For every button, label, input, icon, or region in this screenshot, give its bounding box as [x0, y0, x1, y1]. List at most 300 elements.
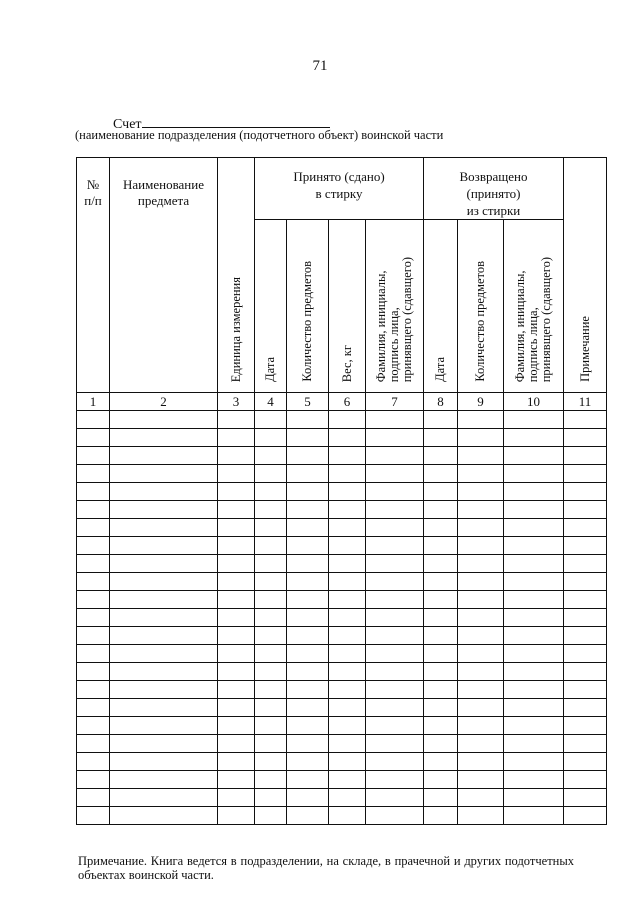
- table-cell: [110, 627, 218, 645]
- table-cell: [424, 663, 458, 681]
- table-cell: [77, 501, 110, 519]
- table-cell: [329, 699, 366, 717]
- table-cell: [564, 447, 607, 465]
- table-cell: [458, 681, 504, 699]
- table-cell: [424, 537, 458, 555]
- table-cell: [218, 573, 255, 591]
- table-cell: [110, 429, 218, 447]
- table-cell: [458, 411, 504, 429]
- footnote: Примечание. Книга ведется в подразделении, на складе, в прачечной и других подотчетных объектах воинской части.: [78, 854, 574, 882]
- table-cell: [564, 501, 607, 519]
- table-cell: [77, 699, 110, 717]
- table-cell: [424, 519, 458, 537]
- table-cell: [424, 645, 458, 663]
- table-cell: [255, 591, 287, 609]
- table-cell: [77, 609, 110, 627]
- table-cell: [287, 789, 329, 807]
- table-cell: [424, 717, 458, 735]
- table-cell: [218, 717, 255, 735]
- table-cell: [366, 645, 424, 663]
- table-cell: [255, 483, 287, 501]
- table-cell: [255, 609, 287, 627]
- column-number: 1: [77, 393, 110, 411]
- table-cell: [77, 411, 110, 429]
- table-cell: [504, 717, 564, 735]
- table-cell: [564, 807, 607, 825]
- table-cell: [366, 591, 424, 609]
- table-cell: [255, 555, 287, 573]
- table-cell: [504, 591, 564, 609]
- header-returned-quantity: Количество предметов: [458, 220, 504, 393]
- table-cell: [287, 447, 329, 465]
- table-cell: [218, 411, 255, 429]
- table-cell: [458, 465, 504, 483]
- table-cell: [110, 645, 218, 663]
- table-cell: [218, 465, 255, 483]
- table-cell: [366, 681, 424, 699]
- table-cell: [218, 771, 255, 789]
- table-cell: [110, 519, 218, 537]
- table-cell: [218, 447, 255, 465]
- table-cell: [77, 555, 110, 573]
- column-number: 5: [287, 393, 329, 411]
- table-cell: [424, 681, 458, 699]
- table-cell: [424, 735, 458, 753]
- table-cell: [366, 519, 424, 537]
- table-cell: [504, 501, 564, 519]
- table-cell: [366, 573, 424, 591]
- table-row: [77, 555, 607, 573]
- table-cell: [287, 483, 329, 501]
- table-cell: [564, 627, 607, 645]
- table-cell: [458, 555, 504, 573]
- table-cell: [287, 501, 329, 519]
- table-cell: [564, 609, 607, 627]
- table-cell: [287, 465, 329, 483]
- table-row: [77, 465, 607, 483]
- table-cell: [564, 663, 607, 681]
- table-cell: [424, 771, 458, 789]
- table-cell: [504, 789, 564, 807]
- table-cell: [255, 411, 287, 429]
- table-cell: [218, 555, 255, 573]
- table-cell: [504, 663, 564, 681]
- table-cell: [564, 537, 607, 555]
- table-cell: [255, 537, 287, 555]
- table-cell: [366, 555, 424, 573]
- table-cell: [329, 447, 366, 465]
- table-cell: [255, 447, 287, 465]
- column-number: 10: [504, 393, 564, 411]
- table-cell: [77, 663, 110, 681]
- table-row: [77, 519, 607, 537]
- table-row: [77, 789, 607, 807]
- column-number: 2: [110, 393, 218, 411]
- table-cell: [287, 735, 329, 753]
- table-cell: [424, 411, 458, 429]
- table-cell: [287, 537, 329, 555]
- header-returned-signature: Фамилия, инициалы, подпись лица, принявщего (сдавщего): [504, 220, 564, 393]
- table-cell: [564, 771, 607, 789]
- table-cell: [255, 627, 287, 645]
- table-row: [77, 591, 607, 609]
- column-number: 11: [564, 393, 607, 411]
- table-cell: [564, 735, 607, 753]
- table-cell: [110, 771, 218, 789]
- table-cell: [255, 681, 287, 699]
- table-cell: [255, 771, 287, 789]
- table-cell: [77, 771, 110, 789]
- table-cell: [504, 681, 564, 699]
- table-cell: [287, 717, 329, 735]
- table-cell: [458, 627, 504, 645]
- table-cell: [458, 501, 504, 519]
- table-cell: [77, 429, 110, 447]
- table-cell: [218, 537, 255, 555]
- table-cell: [564, 717, 607, 735]
- table-cell: [366, 411, 424, 429]
- table-cell: [110, 573, 218, 591]
- table-cell: [504, 465, 564, 483]
- table-cell: [424, 555, 458, 573]
- table-cell: [329, 645, 366, 663]
- table-row: [77, 753, 607, 771]
- table-cell: [564, 411, 607, 429]
- table-cell: [110, 681, 218, 699]
- table-cell: [110, 807, 218, 825]
- table-cell: [504, 411, 564, 429]
- table-cell: [218, 501, 255, 519]
- table-cell: [424, 465, 458, 483]
- table-cell: [564, 483, 607, 501]
- table-cell: [255, 753, 287, 771]
- table-row: [77, 663, 607, 681]
- table-cell: [329, 807, 366, 825]
- table-cell: [287, 645, 329, 663]
- table-cell: [458, 807, 504, 825]
- table-cell: [110, 717, 218, 735]
- table-cell: [77, 591, 110, 609]
- table-cell: [366, 699, 424, 717]
- table-cell: [110, 753, 218, 771]
- table-cell: [504, 735, 564, 753]
- table-cell: [424, 429, 458, 447]
- table-cell: [329, 735, 366, 753]
- table-cell: [77, 681, 110, 699]
- table-cell: [504, 699, 564, 717]
- table-cell: [504, 555, 564, 573]
- header-returned-date: Дата: [424, 220, 458, 393]
- table-cell: [424, 789, 458, 807]
- table-cell: [329, 717, 366, 735]
- table-cell: [504, 609, 564, 627]
- header-received-signature: Фамилия, инициалы, подпись лица, принявщего (сдавщего): [366, 220, 424, 393]
- table-cell: [424, 753, 458, 771]
- table-cell: [287, 411, 329, 429]
- table-cell: [77, 627, 110, 645]
- table-cell: [110, 501, 218, 519]
- table-cell: [77, 519, 110, 537]
- table-cell: [218, 483, 255, 501]
- table-cell: [458, 699, 504, 717]
- table-cell: [504, 447, 564, 465]
- table-cell: [255, 465, 287, 483]
- table-cell: [77, 447, 110, 465]
- table-cell: [255, 807, 287, 825]
- table-row: [77, 537, 607, 555]
- table-row: [77, 573, 607, 591]
- table-cell: [110, 447, 218, 465]
- table-cell: [458, 645, 504, 663]
- table-row: [77, 699, 607, 717]
- table-cell: [366, 627, 424, 645]
- table-cell: [366, 753, 424, 771]
- table-cell: [77, 483, 110, 501]
- table-cell: [287, 555, 329, 573]
- table-row: [77, 717, 607, 735]
- table-cell: [329, 411, 366, 429]
- table-cell: [329, 429, 366, 447]
- table-row: [77, 735, 607, 753]
- table-cell: [424, 573, 458, 591]
- table-cell: [366, 609, 424, 627]
- header-remark: Примечание: [564, 158, 607, 393]
- table-cell: [110, 591, 218, 609]
- table-cell: [424, 627, 458, 645]
- table-cell: [329, 609, 366, 627]
- account-blank-line: [142, 115, 330, 128]
- column-number: 8: [424, 393, 458, 411]
- table-cell: [255, 429, 287, 447]
- table-cell: [77, 573, 110, 591]
- table-cell: [564, 645, 607, 663]
- table-cell: [329, 771, 366, 789]
- table-cell: [458, 789, 504, 807]
- table-cell: [255, 789, 287, 807]
- table-cell: [110, 663, 218, 681]
- table-cell: [504, 807, 564, 825]
- table-cell: [458, 483, 504, 501]
- table-cell: [564, 555, 607, 573]
- table-cell: [255, 519, 287, 537]
- table-cell: [110, 411, 218, 429]
- table-cell: [77, 735, 110, 753]
- table-row: [77, 627, 607, 645]
- table-cell: [458, 735, 504, 753]
- table-row: [77, 807, 607, 825]
- table-cell: [458, 753, 504, 771]
- column-number: 4: [255, 393, 287, 411]
- table-cell: [287, 699, 329, 717]
- table-cell: [255, 501, 287, 519]
- table-cell: [329, 591, 366, 609]
- table-cell: [287, 807, 329, 825]
- table-row: [77, 681, 607, 699]
- table-cell: [218, 645, 255, 663]
- table-cell: [255, 699, 287, 717]
- table-cell: [218, 681, 255, 699]
- table-cell: [366, 807, 424, 825]
- table-cell: [218, 591, 255, 609]
- table-row: [77, 429, 607, 447]
- table-cell: [564, 789, 607, 807]
- table-row: [77, 411, 607, 429]
- table-cell: [458, 717, 504, 735]
- table-cell: [329, 573, 366, 591]
- table-cell: [218, 627, 255, 645]
- table-cell: [458, 591, 504, 609]
- table-cell: [255, 573, 287, 591]
- table-row: [77, 483, 607, 501]
- table-cell: [218, 807, 255, 825]
- table-cell: [329, 519, 366, 537]
- table-cell: [329, 753, 366, 771]
- table-cell: [564, 465, 607, 483]
- table-cell: [218, 663, 255, 681]
- table-cell: [110, 609, 218, 627]
- table-cell: [110, 735, 218, 753]
- table-cell: [218, 699, 255, 717]
- table-cell: [329, 627, 366, 645]
- table-row: [77, 609, 607, 627]
- table-cell: [287, 753, 329, 771]
- table-cell: [458, 519, 504, 537]
- table-cell: [564, 591, 607, 609]
- header-unit: Единица измерения: [218, 158, 255, 393]
- table-cell: [504, 573, 564, 591]
- table-cell: [564, 753, 607, 771]
- table-cell: [218, 519, 255, 537]
- table-cell: [564, 573, 607, 591]
- laundry-ledger-table: [76, 157, 607, 825]
- table-cell: [329, 465, 366, 483]
- table-cell: [366, 465, 424, 483]
- table-cell: [504, 483, 564, 501]
- table-cell: [287, 681, 329, 699]
- table-cell: [458, 573, 504, 591]
- table-cell: [218, 429, 255, 447]
- table-cell: [287, 771, 329, 789]
- header-item-name: Наименование предмета: [110, 158, 218, 393]
- table-cell: [77, 645, 110, 663]
- table-cell: [366, 501, 424, 519]
- table-cell: [255, 735, 287, 753]
- table-cell: [218, 753, 255, 771]
- table-cell: [287, 663, 329, 681]
- column-number: 7: [366, 393, 424, 411]
- table-cell: [366, 663, 424, 681]
- table-cell: [458, 663, 504, 681]
- column-number: 9: [458, 393, 504, 411]
- table-cell: [287, 573, 329, 591]
- header-row-number: № п/п: [77, 158, 110, 393]
- table-cell: [424, 483, 458, 501]
- ledger-body: [77, 411, 607, 825]
- table-cell: [504, 771, 564, 789]
- table-cell: [424, 591, 458, 609]
- table-cell: [424, 807, 458, 825]
- table-cell: [366, 447, 424, 465]
- header-received-weight: Вес, кг: [329, 220, 366, 393]
- table-cell: [110, 699, 218, 717]
- table-cell: [255, 645, 287, 663]
- table-cell: [504, 645, 564, 663]
- table-cell: [564, 681, 607, 699]
- subtitle: (наименование подразделения (подотчетного объект) воинской части: [75, 128, 444, 142]
- table-cell: [424, 699, 458, 717]
- table-cell: [110, 465, 218, 483]
- column-number: 6: [329, 393, 366, 411]
- header-group-returned: Возвращено (принято) из стирки: [424, 158, 564, 220]
- table-cell: [77, 465, 110, 483]
- table-cell: [329, 555, 366, 573]
- table-cell: [329, 681, 366, 699]
- table-cell: [366, 789, 424, 807]
- table-cell: [424, 609, 458, 627]
- table-cell: [366, 483, 424, 501]
- table-cell: [564, 519, 607, 537]
- table-cell: [287, 609, 329, 627]
- table-cell: [329, 789, 366, 807]
- table-cell: [77, 753, 110, 771]
- table-cell: [329, 501, 366, 519]
- table-cell: [424, 501, 458, 519]
- table-cell: [77, 789, 110, 807]
- table-cell: [564, 699, 607, 717]
- table-cell: [504, 627, 564, 645]
- table-cell: [77, 537, 110, 555]
- table-cell: [366, 771, 424, 789]
- table-cell: [366, 717, 424, 735]
- table-cell: [329, 483, 366, 501]
- table-cell: [458, 537, 504, 555]
- table-cell: [218, 789, 255, 807]
- table-cell: [287, 627, 329, 645]
- column-number: 3: [218, 393, 255, 411]
- table-cell: [504, 429, 564, 447]
- table-cell: [255, 717, 287, 735]
- table-cell: [458, 429, 504, 447]
- table-cell: [255, 663, 287, 681]
- table-cell: [287, 519, 329, 537]
- table-cell: [366, 537, 424, 555]
- table-cell: [458, 609, 504, 627]
- header-received-quantity: Количество предметов: [287, 220, 329, 393]
- header-group-received: Принято (сдано) в стирку: [255, 158, 424, 220]
- table-cell: [458, 771, 504, 789]
- header-received-date: Дата: [255, 220, 287, 393]
- table-cell: [77, 807, 110, 825]
- table-cell: [110, 483, 218, 501]
- table-row: [77, 645, 607, 663]
- table-row: [77, 771, 607, 789]
- table-cell: [504, 537, 564, 555]
- table-cell: [287, 591, 329, 609]
- table-cell: [366, 735, 424, 753]
- table-cell: [504, 753, 564, 771]
- table-cell: [329, 663, 366, 681]
- table-cell: [287, 429, 329, 447]
- account-label: Счет: [113, 117, 142, 132]
- page-number: 71: [312, 58, 328, 74]
- table-cell: [77, 717, 110, 735]
- table-cell: [110, 555, 218, 573]
- table-cell: [218, 609, 255, 627]
- table-cell: [458, 447, 504, 465]
- table-cell: [564, 429, 607, 447]
- table-cell: [424, 447, 458, 465]
- table-row: [77, 447, 607, 465]
